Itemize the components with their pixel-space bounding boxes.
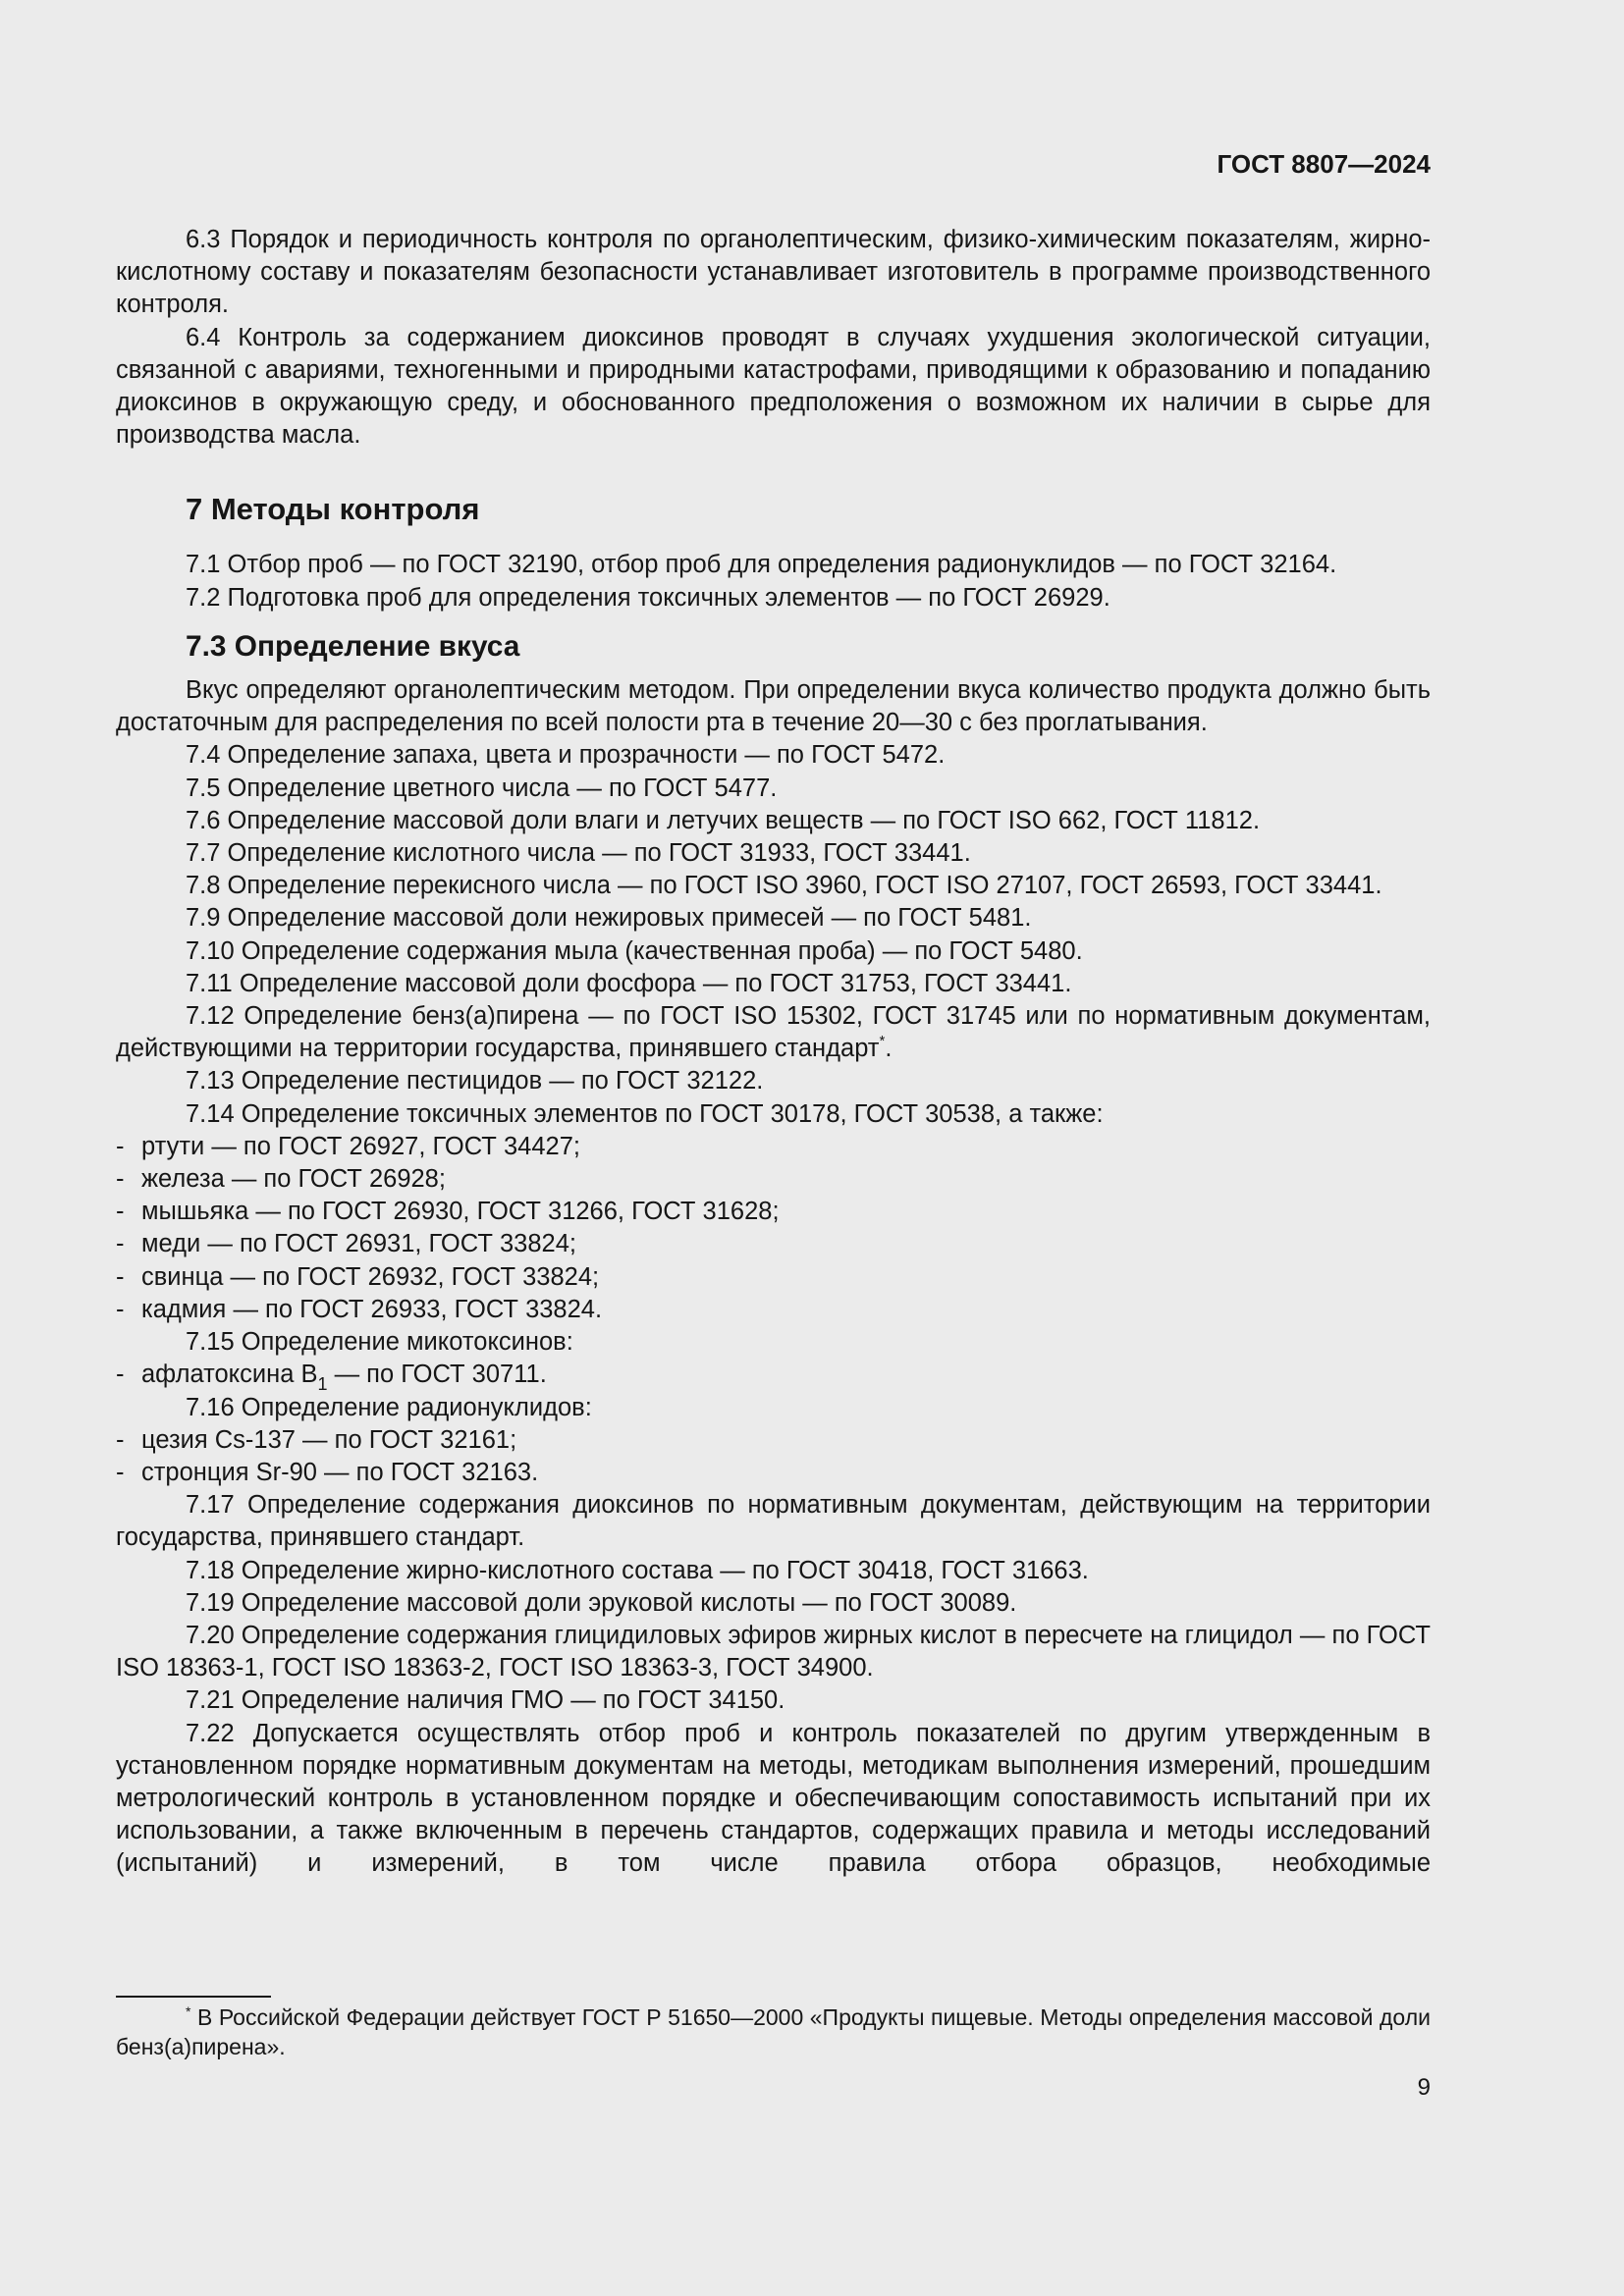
- list-item: [116, 1163, 1431, 1196]
- list-item-text: стронция Sr-90 — по ГОСТ 32163.: [141, 1458, 539, 1486]
- clause-7-1: 7.1 Отбор проб — по ГОСТ 32190, отбор проб для определения радионуклидов — по ГОСТ 32164.: [186, 551, 1337, 579]
- document-code-header: ГОСТ 8807—2024: [1217, 149, 1431, 179]
- clause-7-4: 7.4 Определение запаха, цвета и прозрачности — по ГОСТ 5472.: [186, 741, 946, 770]
- clause-7-15: 7.15 Определение микотоксинов:: [186, 1328, 573, 1357]
- footnote: [116, 2002, 1431, 2061]
- list-item: [116, 1131, 1431, 1163]
- aflatoxin-subscript: 1: [317, 1374, 328, 1395]
- dash-bullet: -: [116, 1230, 125, 1258]
- list-item: [116, 1196, 1431, 1228]
- dash-bullet: -: [116, 1458, 125, 1486]
- clause-6-4: 6.4 Контроль за содержанием диоксинов проводят в случаях ухудшения экологической ситуации, связанной с авариями, техногенными и природными катастрофами, приводящими к образованию и попаданию диоксинов в окружающую среду, и обоснованного предположения о возможном их наличии в сырье для производства масла.: [116, 323, 1431, 450]
- document-body: [116, 224, 1431, 1881]
- list-item-text: мышьяка — по ГОСТ 26930, ГОСТ 31266, ГОСТ 31628;: [141, 1198, 780, 1226]
- aflatoxin-prefix: афлатоксина B: [141, 1361, 318, 1389]
- dash-bullet: -: [116, 1165, 125, 1194]
- clause-7-7: 7.7 Определение кислотного числа — по ГОСТ 31933, ГОСТ 33441.: [186, 839, 971, 868]
- clause-6-3: 6.3 Порядок и периодичность контроля по органолептическим, физико-химическим показателям, жирно-кислотному составу и показателям безопасности устанавливает изготовитель в программе производственного контроля.: [116, 226, 1431, 319]
- clause-7-16: 7.16 Определение радионуклидов:: [186, 1393, 592, 1421]
- clause-7-12-end: .: [885, 1035, 893, 1063]
- clause-7-20: 7.20 Определение содержания глицидиловых эфиров жирных кислот в пересчете на глицидол — по ГОСТ ISO 18363-1, ГОСТ ISO 18363-2, ГОСТ ISO 18363-3, ГОСТ 34900.: [116, 1621, 1431, 1682]
- list-item: [116, 1359, 1431, 1395]
- footnote-divider: [116, 1996, 271, 1998]
- list-item-text: свинца — по ГОСТ 26932, ГОСТ 33824;: [141, 1262, 600, 1291]
- clause-7-13: 7.13 Определение пестицидов — по ГОСТ 32122.: [186, 1067, 764, 1095]
- clause-7-6: 7.6 Определение массовой доли влаги и летучих веществ — по ГОСТ ISO 662, ГОСТ 11812.: [186, 806, 1261, 834]
- page-number: 9: [1417, 2074, 1431, 2101]
- dash-bullet: -: [116, 1295, 125, 1323]
- clause-7-12-text: 7.12 Определение бенз(а)пирена — по ГОСТ ISO 15302, ГОСТ 31745 или по нормативным документам, действующими на территории государства, принявшего стандарт: [116, 1002, 1431, 1063]
- dash-bullet: -: [116, 1132, 125, 1160]
- aflatoxin-suffix: — по ГОСТ 30711.: [327, 1361, 547, 1389]
- dash-bullet: -: [116, 1262, 125, 1291]
- clause-7-14: 7.14 Определение токсичных элементов по ГОСТ 30178, ГОСТ 30538, а также:: [186, 1099, 1104, 1128]
- clause-7-3-text: Вкус определяют органолептическим методом. При определении вкуса количество продукта должно быть достаточным для распределения по всей полости рта в течение 20—30 с без проглатывания.: [116, 676, 1431, 737]
- clause-7-19: 7.19 Определение массовой доли эруковой кислоты — по ГОСТ 30089.: [186, 1588, 1017, 1617]
- dash-bullet: -: [116, 1425, 125, 1454]
- list-item: [116, 1424, 1431, 1457]
- list-item-text: ртути — по ГОСТ 26927, ГОСТ 34427;: [141, 1132, 580, 1160]
- clause-7-17: 7.17 Определение содержания диоксинов по нормативным документам, действующим на территории государства, принявшего стандарт.: [116, 1491, 1431, 1552]
- list-item: [116, 1261, 1431, 1294]
- clause-7-5: 7.5 Определение цветного числа — по ГОСТ 5477.: [186, 774, 778, 802]
- footnote-text: В Российской Федерации действует ГОСТ Р 51650—2000 «Продукты пищевые. Методы определения массовой доли бенз(а)пирена».: [116, 2004, 1431, 2059]
- list-item-text: кадмия — по ГОСТ 26933, ГОСТ 33824.: [141, 1295, 603, 1323]
- list-item-text: цезия Cs-137 — по ГОСТ 32161;: [141, 1425, 517, 1454]
- list-item: [116, 1228, 1431, 1260]
- section-title: 7 Методы контроля: [186, 492, 480, 527]
- clause-7-21: 7.21 Определение наличия ГМО — по ГОСТ 34150.: [186, 1686, 785, 1715]
- footnote-mark: *: [186, 2003, 191, 2019]
- subsection-title: 7.3 Определение вкуса: [186, 629, 520, 663]
- list-item-text: железа — по ГОСТ 26928;: [141, 1165, 446, 1194]
- clause-7-11: 7.11 Определение массовой доли фосфора — по ГОСТ 31753, ГОСТ 33441.: [186, 969, 1072, 997]
- list-item: [116, 1457, 1431, 1489]
- dash-bullet: -: [116, 1198, 125, 1226]
- clause-7-9: 7.9 Определение массовой доли нежировых примесей — по ГОСТ 5481.: [186, 904, 1032, 933]
- dash-bullet: -: [116, 1361, 125, 1389]
- clause-7-2: 7.2 Подготовка проб для определения токсичных элементов — по ГОСТ 26929.: [186, 583, 1110, 612]
- clause-7-10: 7.10 Определение содержания мыла (качественная проба) — по ГОСТ 5480.: [186, 936, 1083, 965]
- list-item: [116, 1294, 1431, 1326]
- list-item-text: меди — по ГОСТ 26931, ГОСТ 33824;: [141, 1230, 576, 1258]
- clause-7-18: 7.18 Определение жирно-кислотного состава — по ГОСТ 30418, ГОСТ 31663.: [186, 1556, 1089, 1584]
- clause-7-22: 7.22 Допускается осуществлять отбор проб и контроль показателей по другим утвержденным в установленном порядке нормативным документам на методы, методикам выполнения измерений, прошедшим метрологический контроль в установленном порядке и обеспечивающим сопоставимость испытаний при их использовании, а также включенным в перечень стандартов, содержащих правила и методы исследований (испытаний) и измерений, в том числе правила отбора образцов, необходимые: [116, 1719, 1431, 1878]
- clause-7-12: [116, 1000, 1431, 1065]
- clause-7-8: 7.8 Определение перекисного числа — по ГОСТ ISO 3960, ГОСТ ISO 27107, ГОСТ 26593, ГОСТ 33441.: [186, 872, 1382, 900]
- footnote-reference: *: [879, 1033, 886, 1050]
